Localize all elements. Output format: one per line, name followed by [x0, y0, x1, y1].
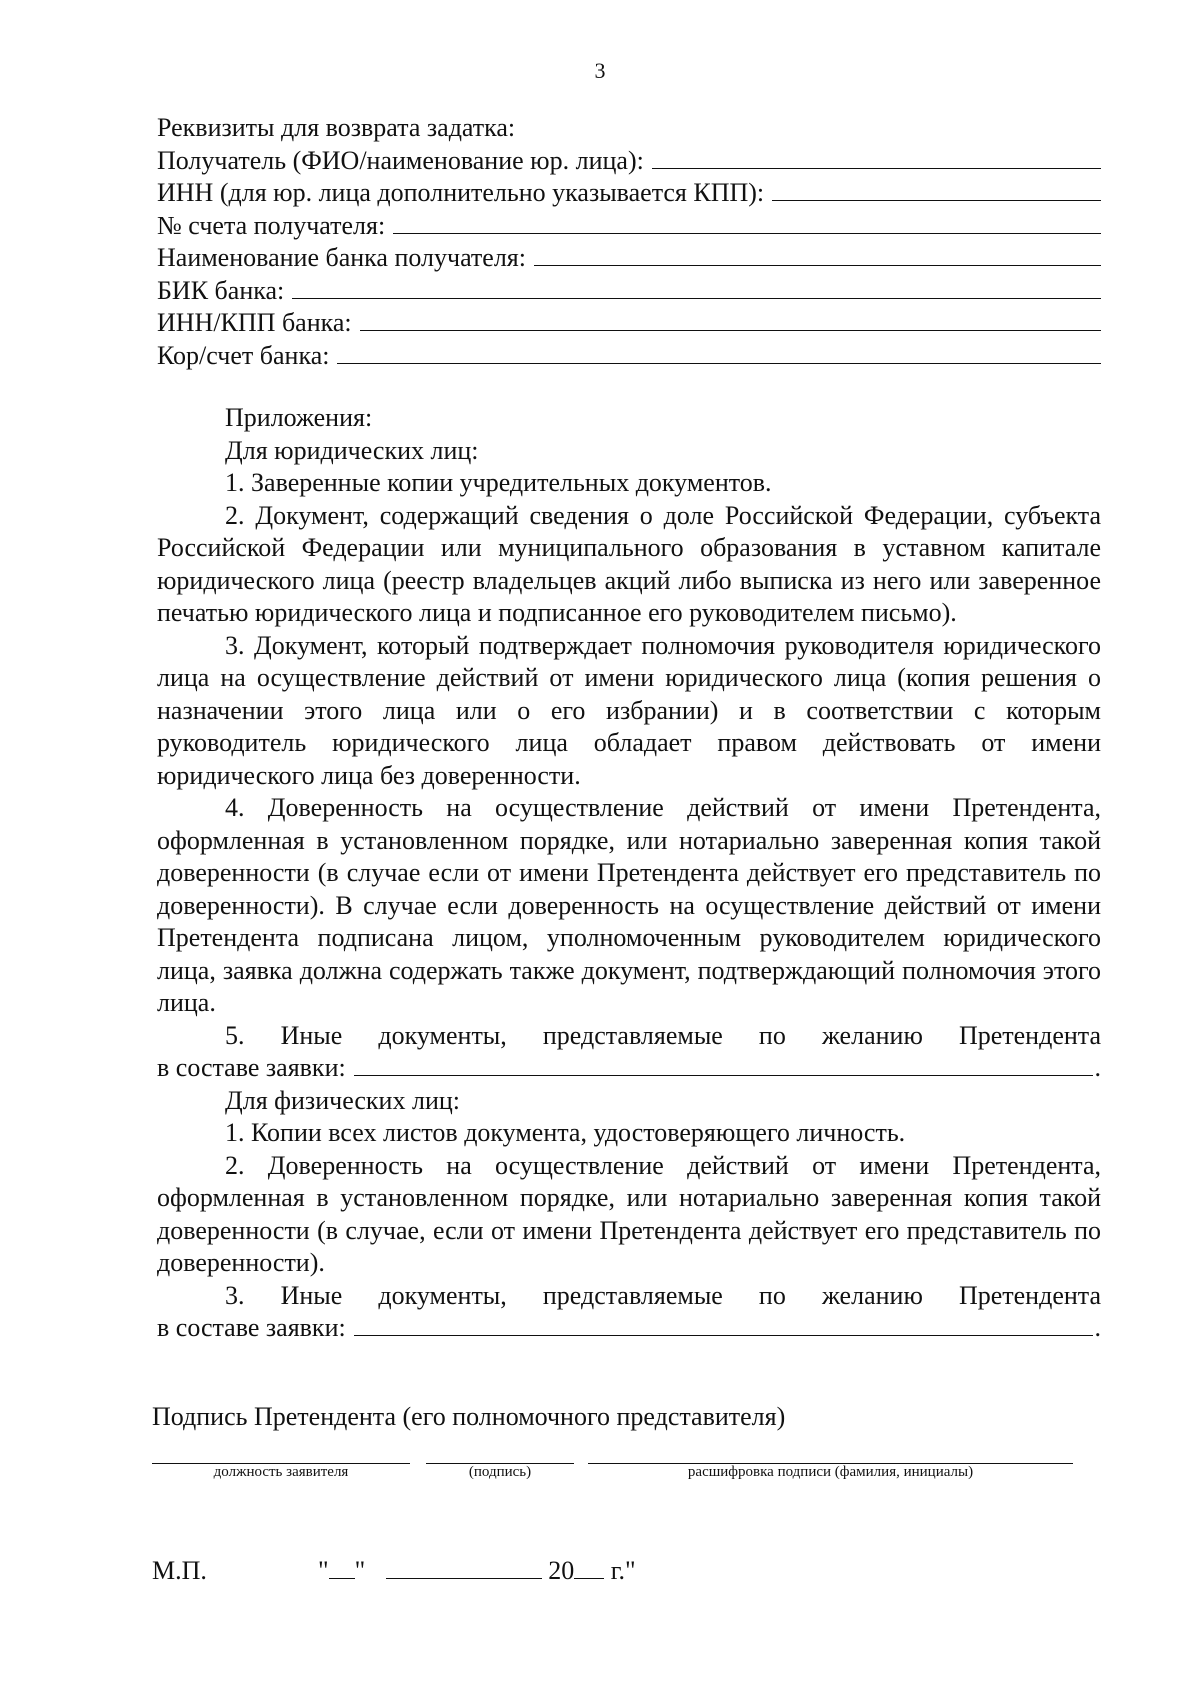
recipient-label: Получатель (ФИО/наименование юр. лица): [157, 145, 644, 175]
legal-item-2: 2. Документ, содержащий сведения о доле Российской Федерации, субъекта Российской Федерации или муниципального образования в уставном капитале юридического лица (реестр владельцев акций либо выписка из него или заверенное печатью юридического лица и подписанное его руководителем письмо). [157, 500, 1101, 627]
corr-account-field[interactable] [337, 341, 1101, 364]
date-quote-close: " [354, 1556, 366, 1585]
page-number: 3 [594, 58, 606, 83]
date-quote-open: " [318, 1556, 329, 1585]
bik-row [157, 275, 1101, 308]
individual-item-3-row [157, 1312, 1101, 1345]
individual-item-1: 1. Копии всех листов документа, удостоверяющего личность. [225, 1118, 906, 1147]
legal-item-5-label: в составе заявки: [157, 1053, 346, 1082]
account-row [157, 210, 1101, 243]
inn-label: ИНН (для юр. лица дополнительно указывается КПП): [157, 178, 765, 207]
inn-row [157, 177, 1101, 210]
stamp-label: М.П. [152, 1556, 207, 1585]
attachments-title: Приложения: [225, 403, 373, 432]
legal-entities-title: Для юридических лиц: [225, 435, 479, 465]
legal-period: . [1094, 1053, 1101, 1082]
bik-label: БИК банка: [157, 275, 285, 305]
bank-inn-kpp-field[interactable] [360, 308, 1101, 331]
bank-name-field[interactable] [534, 243, 1101, 266]
legal-item-1: 1. Заверенные копии учредительных документов. [225, 468, 772, 497]
account-label: № счета получателя: [157, 210, 386, 240]
individual-other-docs-field[interactable] [354, 1313, 1093, 1336]
requisites-title: Реквизиты для возврата задатка: [157, 113, 516, 142]
legal-other-docs-field[interactable] [354, 1053, 1093, 1076]
recipient-row [157, 145, 1101, 178]
bank-inn-kpp-row [157, 307, 1101, 340]
inn-field[interactable] [772, 178, 1101, 201]
bank-name-row [157, 242, 1101, 275]
corr-account-label: Кор/счет банка: [157, 340, 330, 370]
year-prefix: 20 [548, 1556, 575, 1585]
month-field[interactable] [386, 1556, 542, 1579]
attachments-section [157, 402, 1101, 1345]
bank-inn-kpp-label: ИНН/КПП банка: [157, 308, 352, 337]
corr-account-row [157, 340, 1101, 373]
individual-item-3: 3. Иные документы, представляемые по желанию Претендента [225, 1280, 1101, 1310]
bank-name-label: Наименование банка получателя: [157, 243, 526, 272]
legal-item-3: 3. Документ, который подтверждает полномочия руководителя юридического лица на осуществление действий от имени юридического лица (копия решения о назначении этого лица или о его избрании) и в соответствии с которым руководитель юридического лица обладает правом действовать от имени юридического лица без доверенности. [157, 630, 1101, 790]
individual-item-3-label: в составе заявки: [157, 1313, 346, 1342]
individuals-title: Для физических лиц: [225, 1085, 460, 1115]
day-field[interactable] [329, 1556, 355, 1579]
year-suffix: г." [610, 1556, 636, 1585]
decode-caption: расшифровка подписи (фамилия, инициалы) [687, 1464, 974, 1480]
requisites-section [157, 112, 1101, 372]
individual-period: . [1094, 1313, 1101, 1342]
account-field[interactable] [393, 211, 1101, 234]
year-field[interactable] [574, 1556, 604, 1579]
legal-item-5-row [157, 1052, 1101, 1085]
date-field [318, 1556, 636, 1586]
bik-field[interactable] [292, 276, 1101, 299]
sign-caption: (подпись) [468, 1464, 532, 1480]
legal-item-5: 5. Иные документы, представляемые по желанию Претендента [225, 1020, 1101, 1050]
individual-item-2: 2. Доверенность на осуществление действий от имени Претендента, оформленная в установленном порядке, или нотариально заверенная копия такой доверенности (в случае, если от имени Претендента действует его представитель по доверенности). [157, 1150, 1101, 1277]
legal-item-4: 4. Доверенность на осуществление действий от имени Претендента, оформленная в установленном порядке, или нотариально заверенная копия такой доверенности (в случае если от имени Претендента действует его представитель по доверенности). В случае если доверенность на осуществление действий от имени Претендента подписана лицом, уполномоченным руководителем юридического лица, заявка должна содержать также документ, подтверждающий полномочия этого лица. [157, 793, 1101, 1017]
recipient-field[interactable] [652, 146, 1101, 169]
position-caption: должность заявителя [213, 1464, 349, 1480]
signature-title: Подпись Претендента (его полномочного представителя) [152, 1402, 786, 1431]
